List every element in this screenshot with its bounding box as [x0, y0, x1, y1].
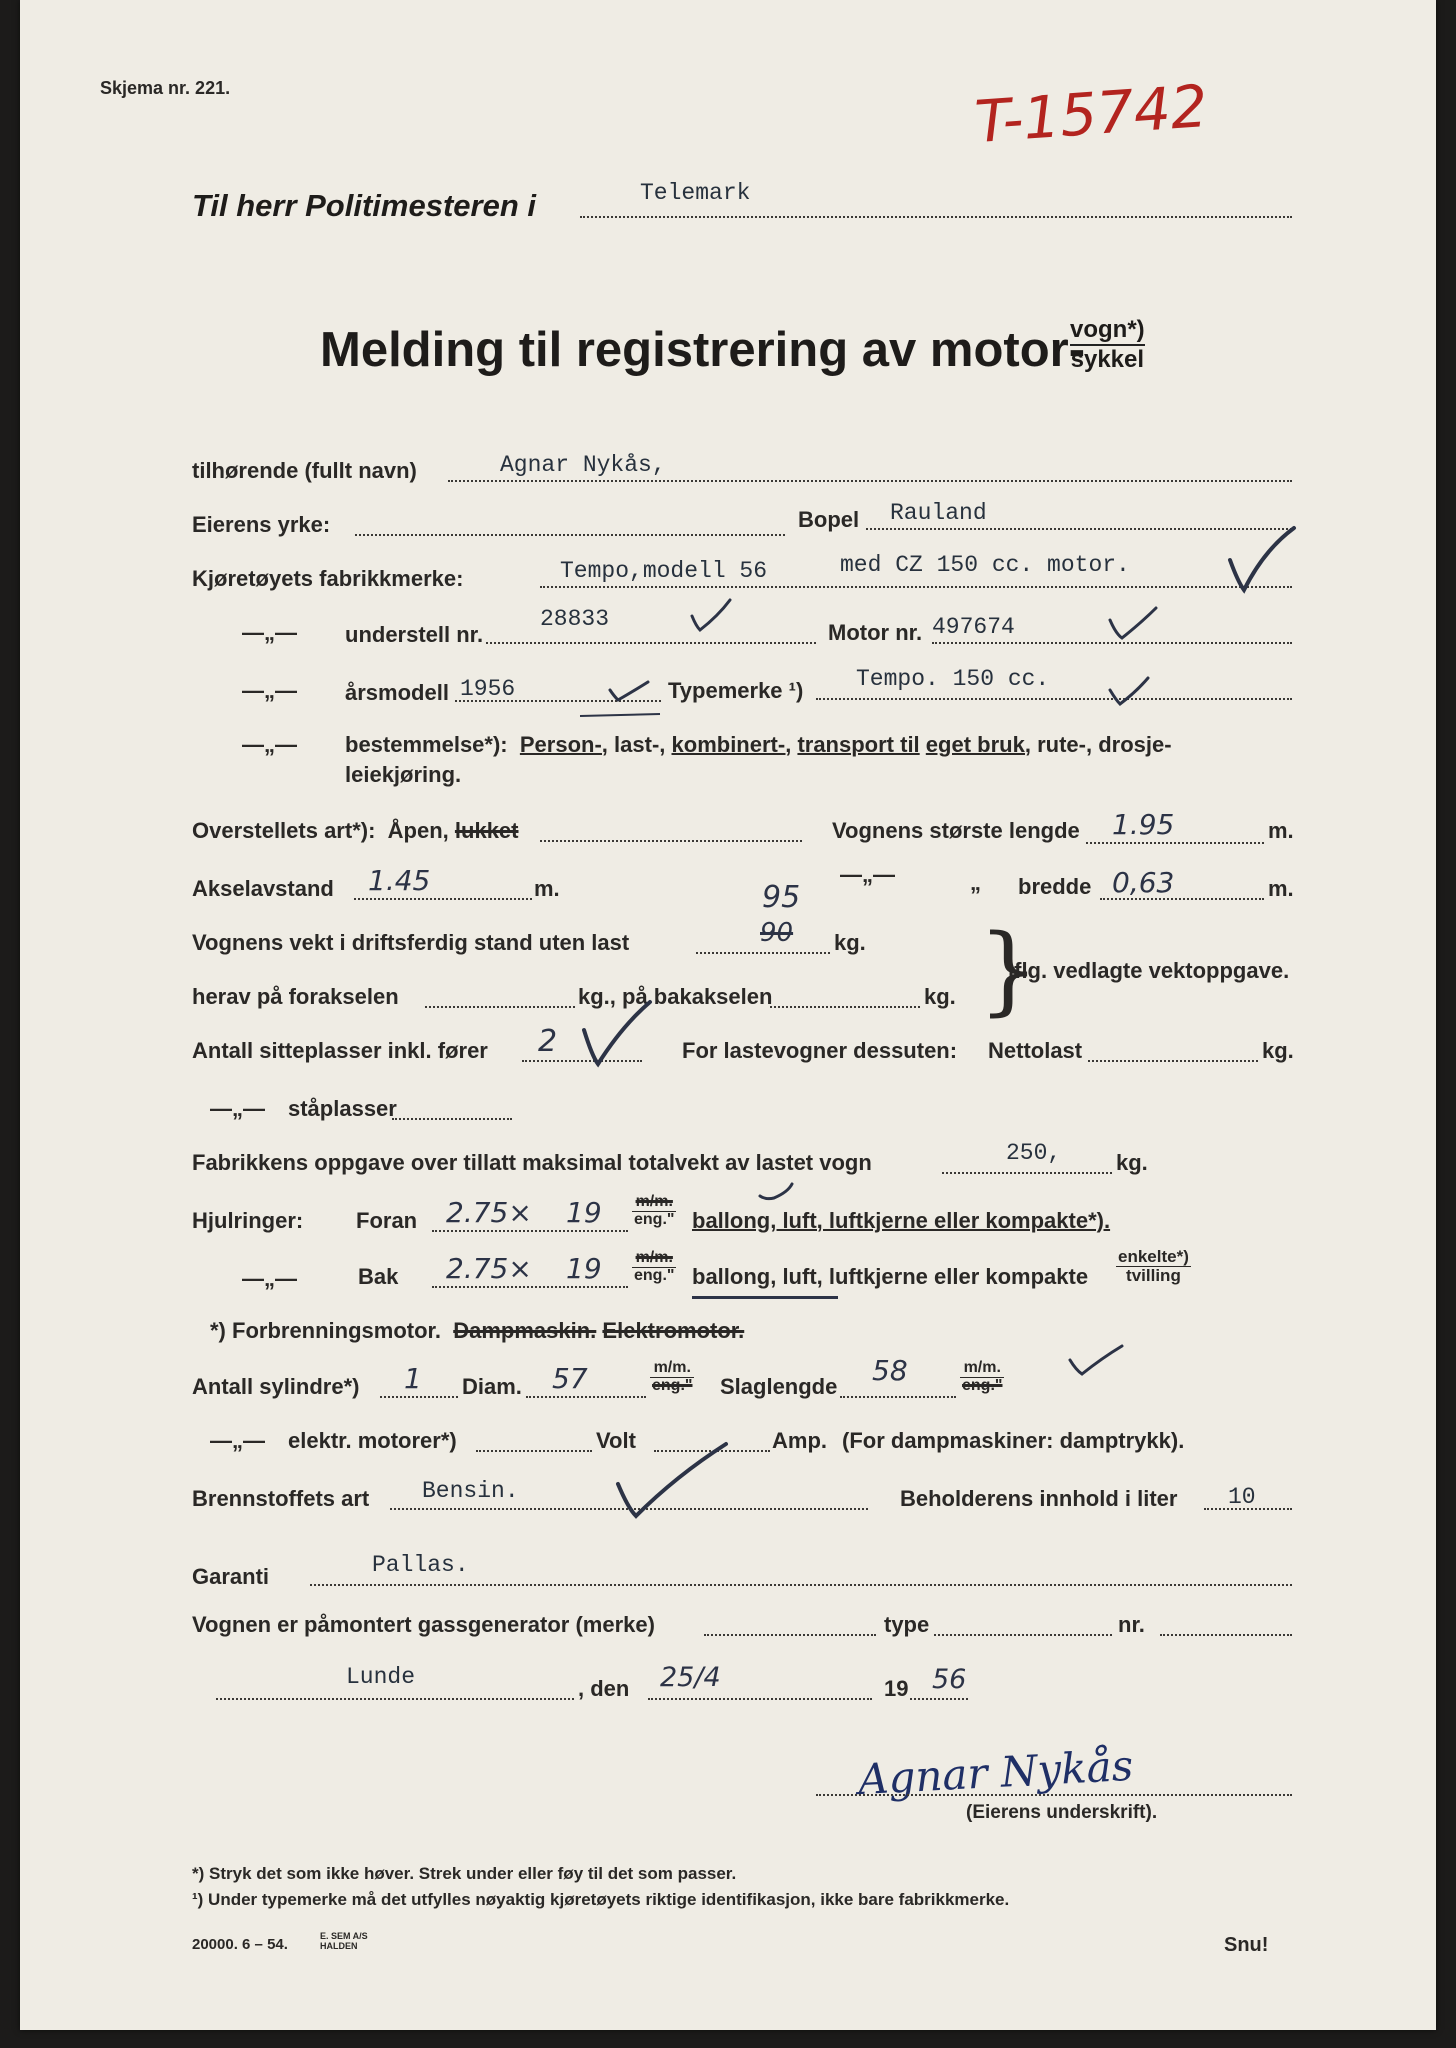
make-value-2: med CZ 150 cc. motor.: [840, 552, 1130, 578]
form-title: Melding til registrering av motor-: [320, 323, 1086, 377]
weight-value-corrected: 95: [762, 880, 801, 915]
check-mark-icon: [1110, 678, 1148, 704]
max-weight-value: 250,: [1006, 1140, 1062, 1166]
turn-over: Snu!: [1224, 1934, 1269, 1956]
purpose-transport: transport til: [797, 732, 920, 757]
title-sykkel: sykkel: [1070, 345, 1145, 373]
purpose-own-use: eget bruk,: [925, 732, 1031, 757]
title-vogn: vogn*): [1070, 316, 1145, 346]
make-label: Kjøretøyets fabrikkmerke:: [192, 566, 464, 591]
axle-label: Akselavstand: [192, 876, 334, 901]
type-label: Typemerke ¹): [668, 678, 804, 703]
residence-value: Rauland: [890, 500, 987, 526]
stroke-value: 58: [872, 1354, 908, 1387]
occupation-label: Eierens yrke:: [192, 512, 331, 537]
tires-front-unit-eng: eng.": [634, 1210, 675, 1228]
date-den-label: , den: [578, 1676, 630, 1701]
stroke-unit-eng: eng.": [962, 1376, 1003, 1394]
rear-axle-label: kg., på bakakselen: [578, 984, 773, 1009]
owner-name-value: Agnar Nykås,: [500, 452, 666, 478]
body-type-label: Overstellets art*):: [192, 818, 376, 843]
form-sheet: [20, 0, 1436, 2030]
diameter-label: Diam.: [462, 1374, 522, 1399]
body-closed-struck: lukket: [454, 818, 519, 843]
weight-brace: }: [978, 914, 1040, 1026]
fuel-label: Brennstoffets art: [192, 1486, 370, 1511]
date-value: 25/4: [660, 1662, 721, 1693]
weight-label: Vognens vekt i driftsferdig stand uten last: [192, 930, 630, 955]
tank-value: 10: [1228, 1484, 1256, 1510]
type-value: Tempo. 150 cc.: [856, 666, 1050, 692]
ditto-6: —„—: [242, 1266, 297, 1291]
tires-rear-size: 2.75×: [446, 1252, 532, 1285]
gas-nr-label: nr.: [1118, 1612, 1145, 1637]
weight-unit: kg.: [834, 930, 866, 955]
tires-front-label: Foran: [356, 1208, 418, 1233]
footnote-2: ¹) Under typemerke må det utfylles nøyaktig kjøretøyets riktige identifikasjon, ikke bare fabrikkmerke.: [192, 1890, 1010, 1909]
schema-number: Skjema nr. 221.: [100, 78, 231, 98]
cylinders-value: 1: [404, 1362, 422, 1395]
diameter-value: 57: [552, 1362, 588, 1395]
addressee-value: Telemark: [640, 180, 751, 206]
check-mark-icon: [610, 682, 648, 700]
length-unit: m.: [1268, 818, 1294, 843]
underline-stroke: [580, 714, 660, 716]
signature-caption: (Eierens underskrift).: [966, 1802, 1158, 1823]
purpose-cargo: last-,: [614, 732, 666, 757]
cylinders-label: Antall sylindre*): [192, 1374, 360, 1399]
check-mark-icon: [1230, 528, 1294, 590]
purpose-taxi: drosje-: [1098, 732, 1172, 757]
tires-front-types: ballong, luft, luftkjerne eller kompakte*).: [692, 1208, 1111, 1233]
max-weight-unit: kg.: [1116, 1150, 1148, 1175]
length-value: 1.95: [1112, 808, 1175, 841]
width-unit: m.: [1268, 876, 1294, 901]
diameter-unit-mm: m/m.: [650, 1360, 694, 1378]
check-mark-icon: [1110, 608, 1156, 638]
width-label: bredde: [1018, 874, 1092, 899]
fuel-value: Bensin.: [422, 1478, 519, 1504]
year-prefix: 19: [884, 1676, 909, 1701]
max-weight-label: Fabrikkens oppgave over tillatt maksimal totalvekt av lastet vogn: [192, 1150, 872, 1175]
seats-value: 2: [538, 1024, 558, 1059]
axle-value: 1.45: [368, 864, 431, 897]
rear-axle-unit: kg.: [924, 984, 956, 1009]
net-load-unit: kg.: [1262, 1038, 1294, 1063]
check-marks-layer: [20, 0, 1436, 2030]
weight-value-original: 90: [760, 918, 794, 948]
archive-number: T-15742: [972, 71, 1210, 157]
seats-label: Antall sitteplasser inkl. fører: [192, 1038, 488, 1063]
tires-rear-rim: 19: [566, 1252, 602, 1285]
guarantee-label: Garanti: [192, 1564, 270, 1589]
length-label: Vognens største lengde: [832, 818, 1080, 843]
tires-rear-unit-mm: m/m.: [632, 1250, 676, 1268]
width-value: 0,63: [1112, 866, 1175, 899]
check-mark-icon: [618, 1444, 726, 1516]
ditto-2: —„—: [242, 678, 297, 703]
tires-rear-enkelte: enkelte*): [1118, 1247, 1189, 1266]
tires-rear-label: Bak: [358, 1264, 399, 1289]
purpose-person: Person-,: [519, 732, 608, 757]
tires-rear-unit-eng: eng.": [634, 1266, 675, 1284]
check-mark-icon: [760, 1184, 792, 1199]
purpose-line-2: leiekjøring.: [345, 762, 462, 787]
motor-value: 497674: [932, 614, 1015, 640]
chassis-value: 28833: [540, 606, 610, 632]
residence-label: Bopel: [798, 507, 860, 532]
ditto-1: —„—: [242, 620, 297, 645]
chassis-label: understell nr.: [345, 622, 484, 647]
weight-note: iflg. vedlagte vektoppgave.: [1008, 958, 1290, 983]
gas-generator-label: Vognen er påmontert gassgenerator (merke): [192, 1612, 655, 1637]
tires-front-size: 2.75×: [446, 1196, 532, 1229]
stroke-label: Slaglengde: [720, 1374, 838, 1399]
purpose-route: rute-,: [1037, 732, 1093, 757]
stroke-unit-mm: m/m.: [960, 1360, 1004, 1378]
electric-motors-label: elektr. motorer*): [288, 1428, 457, 1453]
ditto-4: —„—: [840, 862, 895, 887]
diameter-unit-eng: eng.": [652, 1376, 693, 1394]
front-axle-label: herav på forakselen: [192, 984, 399, 1009]
check-mark-icon: [692, 600, 730, 630]
make-value: Tempo,modell 56: [560, 558, 768, 584]
addressee-label: Til herr Politimesteren i: [192, 188, 536, 223]
steam-pressure-note: (For dampmaskiner: damptrykk).: [842, 1428, 1185, 1453]
body-open: Åpen,: [387, 818, 449, 843]
combustion-label: *) Forbrenningsmotor.: [210, 1318, 441, 1343]
tires-rear-tvilling: tvilling: [1126, 1265, 1181, 1285]
motor-label: Motor nr.: [828, 620, 923, 645]
print-info: 20000. 6 – 54.: [192, 1936, 288, 1953]
net-load-label: Nettolast: [988, 1038, 1083, 1063]
year-value: 1956: [460, 676, 516, 702]
volt-label: Volt: [596, 1428, 636, 1453]
tank-label: Beholderens innhold i liter: [900, 1486, 1178, 1511]
guarantee-value: Pallas.: [372, 1552, 469, 1578]
year-label: årsmodell: [345, 680, 449, 705]
axle-unit: m.: [534, 876, 560, 901]
tires-front-rim: 19: [566, 1196, 602, 1229]
year-suffix: 56: [932, 1664, 967, 1695]
owner-name-label: tilhørende (fullt navn): [192, 458, 417, 483]
amp-label: Amp.: [772, 1428, 827, 1453]
ditto-3: —„—: [242, 732, 297, 757]
ditto-quote: „: [970, 870, 981, 895]
owner-signature: Agnar Nykås: [856, 1740, 1135, 1805]
ditto-7: —„—: [210, 1428, 265, 1453]
check-mark-icon: [1070, 1346, 1122, 1374]
tires-label: Hjulringer:: [192, 1208, 304, 1233]
check-mark-icon: [584, 1002, 650, 1064]
gas-type-label: type: [884, 1612, 930, 1637]
purpose-label: bestemmelse*):: [345, 732, 508, 757]
printer-mark: E. SEM A/S HALDEN: [320, 1931, 368, 1951]
footnote-1: *) Stryk det som ikke høver. Strek under eller føy til det som passer.: [192, 1864, 737, 1883]
tires-rear-types: ballong, luft, luftkjerne eller kompakte: [692, 1264, 1089, 1289]
ditto-5: —„—: [210, 1096, 265, 1121]
steam-struck: Dampmaskin.: [453, 1318, 597, 1343]
tires-front-unit-mm: m/m.: [632, 1194, 676, 1212]
purpose-combined: kombinert-,: [671, 732, 792, 757]
place-value: Lunde: [346, 1664, 416, 1690]
electric-struck: Elektromotor.: [602, 1318, 745, 1343]
truck-label: For lastevogner dessuten:: [682, 1038, 958, 1063]
standing-label: ståplasser: [288, 1096, 397, 1121]
